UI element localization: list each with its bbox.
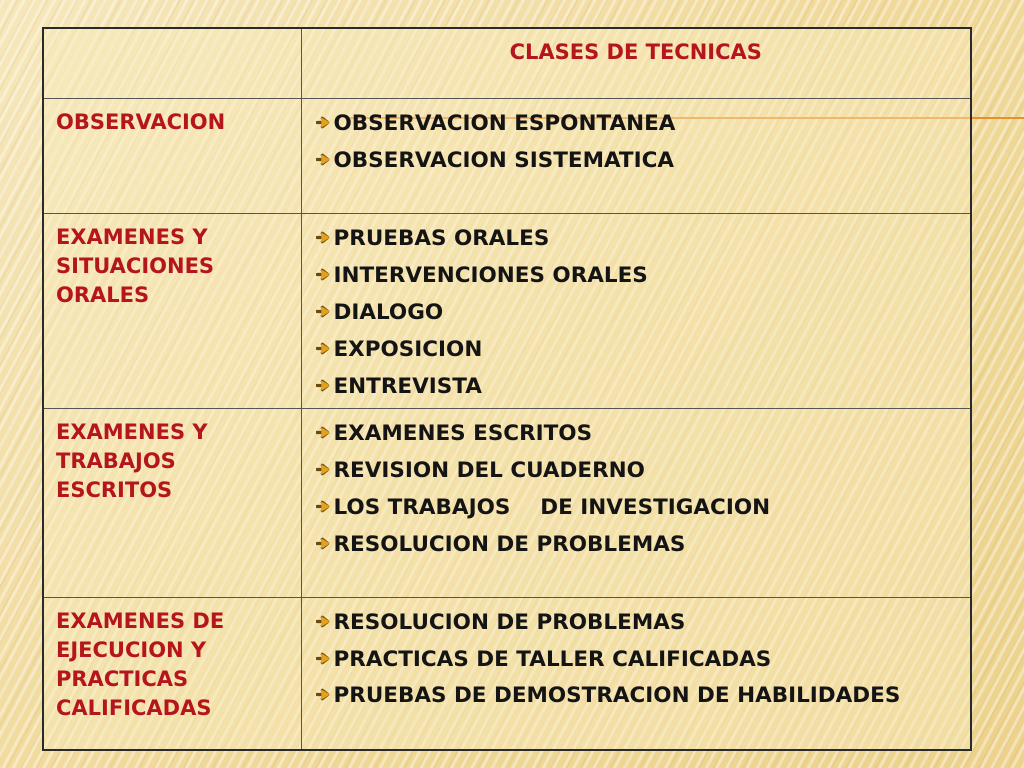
arrow-bullet-icon <box>316 151 333 168</box>
table-row <box>43 213 971 408</box>
category-cell: EXAMENES DE EJECUCION Y PRACTICAS CALIFICADAS <box>43 597 301 750</box>
header-left-cell <box>43 28 301 98</box>
list-item: RESOLUCION DE PROBLEMAS <box>316 607 961 638</box>
table-row <box>43 408 971 597</box>
table-row <box>43 597 971 750</box>
arrow-bullet-icon <box>316 535 333 552</box>
techniques-cell <box>301 213 971 408</box>
list-item: OBSERVACION SISTEMATICA <box>316 145 961 176</box>
technique-list <box>316 223 961 402</box>
technique-list <box>316 108 961 176</box>
category-cell: OBSERVACION <box>43 98 301 213</box>
techniques-cell <box>301 98 971 213</box>
category-cell: EXAMENES Y SITUACIONES ORALES <box>43 213 301 408</box>
list-item: REVISION DEL CUADERNO <box>316 455 961 486</box>
list-item: EXPOSICION <box>316 334 961 365</box>
list-item: LOS TRABAJOS DE INVESTIGACION <box>316 492 961 523</box>
arrow-bullet-icon <box>316 229 333 246</box>
technique-list <box>316 607 961 711</box>
header-row <box>43 28 971 98</box>
list-item: PRUEBAS ORALES <box>316 223 961 254</box>
arrow-bullet-icon <box>316 377 333 394</box>
header-title: CLASES DE TECNICAS <box>301 28 971 98</box>
techniques-cell <box>301 597 971 750</box>
table-row <box>43 98 971 213</box>
list-item: INTERVENCIONES ORALES <box>316 260 961 291</box>
list-item: RESOLUCION DE PROBLEMAS <box>316 529 961 560</box>
arrow-bullet-icon <box>316 303 333 320</box>
arrow-bullet-icon <box>316 650 333 667</box>
list-item: DIALOGO <box>316 297 961 328</box>
technique-list <box>316 418 961 560</box>
list-item: ENTREVISTA <box>316 371 961 402</box>
techniques-cell <box>301 408 971 597</box>
arrow-bullet-icon <box>316 498 333 515</box>
arrow-bullet-icon <box>316 613 333 630</box>
arrow-bullet-icon <box>316 686 333 703</box>
list-item: OBSERVACION ESPONTANEA <box>316 108 961 139</box>
arrow-bullet-icon <box>316 114 333 131</box>
list-item: PRUEBAS DE DEMOSTRACION DE HABILIDADES <box>316 681 961 711</box>
arrow-bullet-icon <box>316 461 333 478</box>
arrow-bullet-icon <box>316 424 333 441</box>
list-item: EXAMENES ESCRITOS <box>316 418 961 449</box>
arrow-bullet-icon <box>316 340 333 357</box>
arrow-bullet-icon <box>316 266 333 283</box>
list-item: PRACTICAS DE TALLER CALIFICADAS <box>316 644 961 675</box>
techniques-table <box>42 27 972 751</box>
category-cell: EXAMENES Y TRABAJOS ESCRITOS <box>43 408 301 597</box>
